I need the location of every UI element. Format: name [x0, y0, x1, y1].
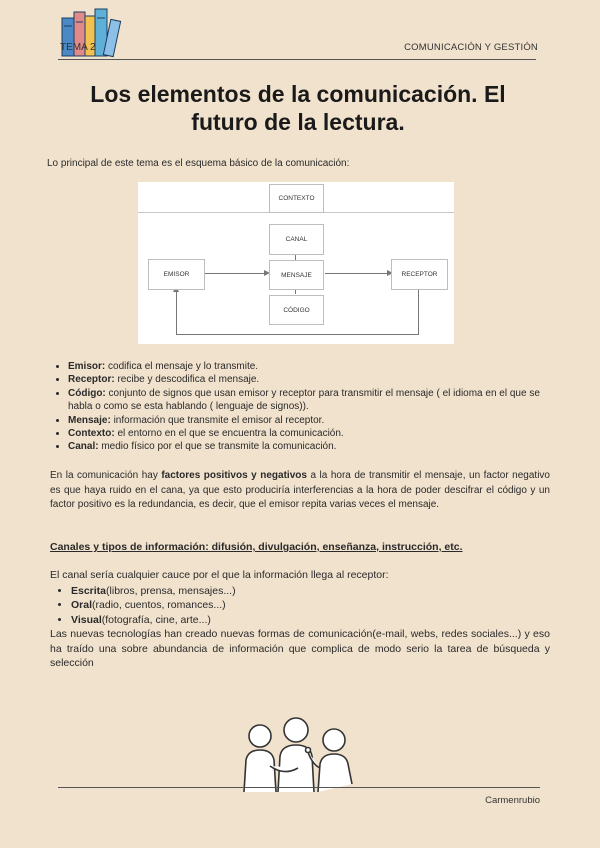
receptor-box: RECEPTOR [391, 259, 448, 290]
channels-heading: Canales y tipos de información: difusión, divulgación, enseñanza, instrucción, etc. [50, 541, 463, 553]
feedback-line-left [176, 290, 177, 335]
intro-text: Lo principal de este tema es el esquema básico de la comunicación: [47, 158, 350, 169]
list-item: • Visual(fotografía, cine, arte...) [71, 613, 236, 627]
list-item: • Contexto: el entorno en el que se encuentra la comunicación. [68, 427, 564, 440]
arrow-mensaje-receptor [325, 273, 389, 274]
header-divider [58, 59, 536, 60]
contexto-box: CONTEXTO [269, 184, 324, 213]
list-item: • Emisor: codifica el mensaje y lo transmite. [68, 360, 564, 373]
tema-label: TEMA 2 [60, 42, 96, 53]
arrow-emisor-mensaje [204, 273, 266, 274]
channel-intro: El canal sería cualquier cauce por el que la información llega al receptor: [50, 569, 389, 581]
author-name: Carmenrubio [485, 795, 540, 806]
mensaje-box: MENSAJE [269, 260, 324, 290]
technologies-paragraph: Las nuevas tecnologías han creado nuevas formas de comunicación(e-mail, webs, redes sociales...) y eso ha traído una sobre abundancia de información que complica de modo serio la tarea de búsqueda y selección [50, 628, 550, 670]
definitions-list [54, 360, 564, 454]
list-item: • Escrita(libros, prensa, mensajes...) [71, 584, 236, 598]
feedback-line-bottom [176, 334, 419, 335]
subject-label: COMUNICACIÓN Y GESTIÓN [404, 42, 538, 53]
feedback-line-right [418, 288, 419, 334]
emisor-box: EMISOR [148, 259, 205, 290]
list-item: • Oral(radio, cuentos, romances...) [71, 598, 236, 612]
footer-divider [58, 787, 540, 788]
factors-paragraph: En la comunicación hay factores positivos y negativos a la hora de transmitir el mensaje, un factor negativo es que haya ruido en el cana, ya que esto produciría interferencias a la hora de poder descifrar el código y un factor positivo es la redundancia, es decir, que el emisor repita varias veces el mensaje. [50, 470, 550, 510]
list-item: • Código: conjunto de signos que usan emisor y receptor para transmitir el mensaje ( el idioma en el que se habla o como se esta hablando ( lenguaje de signos)). [68, 387, 564, 414]
channel-types-list [55, 584, 236, 627]
list-item: • Canal: medio físico por el que se transmite la comunicación. [68, 440, 564, 453]
page-title: Los elementos de la comunicación. El futuro de la lectura. [90, 81, 506, 135]
list-item: • Mensaje: información que transmite el emisor al receptor. [68, 414, 564, 427]
codigo-box: CÓDIGO [269, 295, 324, 325]
canal-box: CANAL [269, 224, 324, 255]
list-item: • Receptor: recibe y descodifica el mensaje. [68, 373, 564, 386]
communication-diagram [138, 182, 454, 344]
people-illustration [236, 714, 360, 792]
